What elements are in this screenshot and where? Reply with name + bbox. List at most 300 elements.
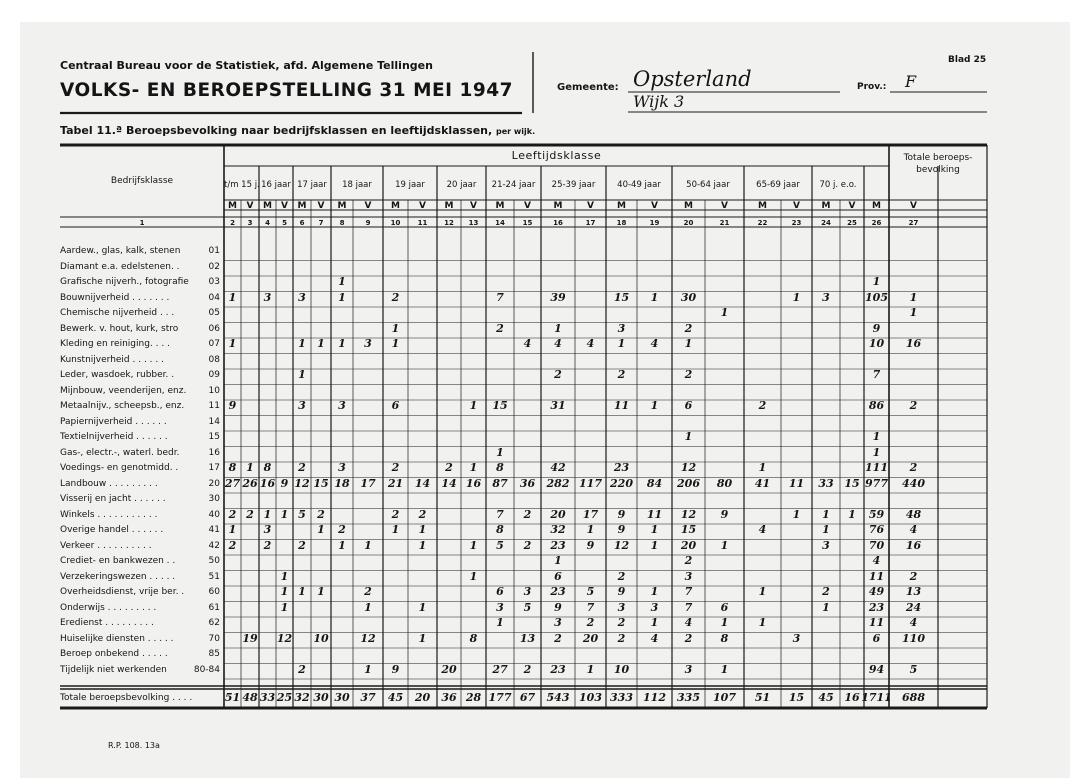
- table-cell: 1: [650, 538, 659, 552]
- table-cell: 7: [684, 600, 693, 614]
- age-group-header: 21-24 jaar: [491, 180, 536, 190]
- table-cell: 2: [228, 507, 237, 521]
- row-label: [60, 355, 220, 366]
- table-cell: 2: [418, 507, 427, 521]
- table-cell: 48: [905, 507, 922, 521]
- table-cell: 2: [364, 585, 372, 598]
- sex-label: V: [848, 201, 856, 211]
- row-label-code: 80-84: [193, 664, 220, 675]
- gemeente-label: Gemeente:: [557, 82, 619, 93]
- age-group-header: 50-64 jaar: [686, 180, 730, 190]
- row-label-code: 41: [208, 525, 220, 535]
- row-label: [60, 277, 220, 288]
- totals-cell: 103: [579, 691, 602, 704]
- row-label: [60, 525, 220, 536]
- row-label: [60, 494, 220, 505]
- table-cell: 2: [586, 616, 595, 629]
- table-cell: 1: [554, 554, 562, 567]
- row-label-code: 20: [208, 478, 220, 489]
- sex-label: M: [758, 201, 767, 211]
- row-label-text: Verzekeringswezen . . . . .: [60, 571, 176, 582]
- column-number: 11: [417, 219, 428, 227]
- totals-cell: 30: [313, 691, 329, 704]
- table-cell: 2: [617, 631, 626, 645]
- table-cell: 2: [496, 321, 504, 335]
- table-cell: 84: [646, 476, 663, 490]
- table-cell: 1: [822, 523, 830, 536]
- row-label-code: 61: [208, 602, 220, 613]
- table-cell: 1: [338, 275, 346, 288]
- column-number: 7: [318, 219, 324, 227]
- table-cell: 2: [554, 368, 562, 381]
- row-label: [60, 324, 220, 335]
- table-cell: 977: [865, 476, 888, 490]
- table-cell: 2: [317, 507, 325, 521]
- totals-cell: 20: [414, 691, 431, 704]
- table-cell: 7: [496, 290, 504, 304]
- table-cell: 11: [868, 616, 885, 629]
- sex-label: M: [444, 201, 454, 211]
- table-cell: 1: [298, 585, 306, 598]
- table-cell: 2: [298, 461, 306, 474]
- table-cell: 8: [496, 461, 504, 474]
- table-cell: 4: [586, 337, 595, 350]
- table-cell: 4: [650, 631, 659, 645]
- table-cell: 13: [905, 585, 922, 598]
- column-number: 25: [847, 219, 857, 227]
- table-cell: 1: [909, 306, 918, 319]
- table-cell: 80: [716, 476, 733, 490]
- table-cell: 12: [360, 631, 376, 645]
- table-cell: 3: [684, 662, 693, 676]
- column-number: 6: [299, 219, 305, 227]
- table-cell: 12: [680, 461, 697, 474]
- row-label-code: 06: [208, 323, 220, 334]
- row-label-code: 60: [208, 587, 220, 597]
- table-cell: 1: [684, 337, 693, 350]
- age-group-header: 18 jaar: [342, 180, 372, 190]
- table-cell: 39: [550, 290, 566, 304]
- row-label-code: 17: [208, 463, 220, 473]
- table-cell: 1: [848, 507, 856, 521]
- table-cell: 16: [905, 538, 922, 552]
- column-number: 21: [719, 219, 730, 227]
- totals-cell: 45: [387, 691, 404, 704]
- table-cell: 14: [414, 476, 431, 490]
- table-cell: 1: [758, 585, 767, 598]
- table-cell: 10: [868, 337, 885, 350]
- row-label: [60, 386, 220, 397]
- row-label-text: Onderwijs . . . . . . . . .: [60, 602, 157, 613]
- table-cell: 9: [280, 476, 289, 490]
- table-cell: 9: [391, 662, 400, 676]
- row-label-code: 85: [208, 649, 220, 659]
- table-cell: 33: [818, 476, 834, 490]
- table-cell: 1: [263, 507, 272, 521]
- age-group-header: 70 j. e.o.: [819, 180, 857, 190]
- table-cell: 5: [909, 662, 918, 676]
- row-label-text: Diamant e.a. edelstenen. .: [60, 261, 180, 272]
- table-cell: 3: [617, 321, 626, 335]
- age-group-header: 40-49 jaar: [617, 180, 661, 190]
- row-label-code: 15: [208, 432, 220, 442]
- table-cell: 1: [228, 523, 237, 536]
- totals-cell: 48: [242, 691, 258, 704]
- table-cell: 6: [496, 585, 504, 598]
- table-cell: 76: [868, 523, 885, 536]
- row-label: [60, 370, 220, 381]
- table-cell: 105: [865, 290, 888, 304]
- column-number: 15: [522, 219, 533, 227]
- table-cell: 1: [280, 585, 289, 598]
- sex-label: V: [364, 201, 372, 211]
- table-cell: 16: [259, 476, 276, 490]
- table-cell: 1: [280, 507, 289, 521]
- row-label-text: Tijdelijk niet werkenden: [60, 664, 167, 675]
- row-label: [60, 587, 220, 598]
- table-cell: 1: [469, 461, 478, 474]
- sex-label: M: [263, 201, 272, 211]
- table-title-suffix: per wijk.: [496, 127, 536, 136]
- row-label: [60, 665, 220, 676]
- sex-label: V: [281, 201, 288, 211]
- table-cell: 11: [613, 399, 630, 412]
- table-cell: 2: [391, 507, 400, 521]
- column-number: 4: [265, 219, 270, 227]
- table-cell: 32: [550, 523, 566, 536]
- table-cell: 4: [523, 337, 532, 350]
- table-cell: 6: [391, 399, 400, 412]
- column-number: 18: [616, 219, 627, 227]
- table-cell: 42: [550, 461, 566, 474]
- table-cell: 5: [496, 538, 504, 552]
- table-cell: 1: [496, 445, 504, 459]
- table-cell: 1: [317, 585, 325, 598]
- table-cell: 1: [391, 321, 400, 335]
- row-label-code: 10: [208, 385, 220, 396]
- totals-cell: 177: [488, 691, 512, 704]
- table-cell: 1: [872, 275, 881, 288]
- table-cell: 1: [872, 430, 881, 443]
- table-cell: 1: [822, 507, 830, 521]
- row-label-code: 70: [208, 633, 220, 644]
- table-cell: 87: [492, 476, 508, 490]
- age-group-header: 19 jaar: [395, 180, 425, 190]
- row-label-text: Aardew., glas, kalk, stenen: [60, 246, 181, 256]
- table-cell: 9: [586, 538, 595, 552]
- province-value: F: [905, 72, 917, 91]
- table-cell: 6: [872, 631, 881, 645]
- table-cell: 3: [617, 600, 626, 614]
- row-label: [60, 417, 220, 428]
- row-label: [60, 339, 220, 350]
- age-group-header: 17 jaar: [297, 180, 327, 190]
- sex-label: V: [419, 201, 426, 211]
- column-number: 3: [247, 219, 253, 227]
- table-cell: 12: [680, 507, 697, 521]
- table-cell: 2: [617, 569, 626, 583]
- table-cell: 2: [684, 554, 693, 567]
- column-number: 10: [390, 219, 401, 227]
- totals-cell: 28: [465, 691, 482, 704]
- table-cell: 10: [313, 631, 329, 645]
- table-cell: 9: [554, 600, 562, 614]
- row-label-text: Crediet- en bankwezen . .: [60, 556, 176, 566]
- table-cell: 3: [338, 399, 346, 412]
- table-cell: 20: [680, 538, 697, 552]
- row-label-code: 07: [208, 339, 220, 349]
- table-cell: 1: [391, 523, 400, 536]
- sex-label: M: [337, 201, 347, 211]
- table-cell: 2: [263, 538, 272, 552]
- sex-label: M: [821, 201, 831, 211]
- table-cell: 1: [469, 569, 478, 583]
- row-label-text: Textielnijverheid . . . . . .: [60, 432, 168, 442]
- column-number: 14: [495, 219, 505, 227]
- column-number: 27: [908, 219, 919, 227]
- table-cell: 27: [224, 476, 241, 490]
- totals-cell: 1711: [861, 691, 892, 704]
- table-cell: 2: [391, 461, 400, 474]
- row-label: [60, 572, 220, 583]
- table-cell: 21: [387, 476, 404, 490]
- table-cell: 1: [317, 523, 325, 536]
- table-cell: 1: [792, 290, 801, 304]
- row-label: [60, 479, 220, 490]
- table-cell: 15: [492, 399, 508, 412]
- row-label: [60, 246, 220, 257]
- sex-label: M: [684, 201, 693, 211]
- table-cell: 2: [523, 662, 532, 676]
- table-cell: 1: [758, 616, 767, 629]
- table-cell: 1: [228, 290, 237, 304]
- total-column-header: Totale beroeps-bevolking: [903, 153, 973, 175]
- column-number: 9: [365, 219, 371, 227]
- sex-label: M: [391, 201, 400, 211]
- table-cell: 49: [868, 585, 885, 598]
- table-cell: 5: [586, 585, 595, 598]
- row-label: [60, 556, 220, 567]
- age-group-header: 25-39 jaar: [551, 180, 596, 190]
- table-cell: 23: [550, 538, 566, 552]
- row-label-text: Visserij en jacht . . . . . .: [60, 494, 166, 504]
- table-cell: 1: [909, 290, 918, 304]
- totals-cell: 51: [224, 691, 241, 704]
- table-cell: 2: [684, 368, 693, 381]
- table-cell: 7: [496, 507, 504, 521]
- table-cell: 20: [550, 507, 566, 521]
- column-number: 16: [553, 219, 563, 227]
- document-title: VOLKS- EN BEROEPSTELLING 31 MEI 1947: [60, 80, 513, 101]
- row-label-text: Overheidsdienst, vrije ber. .: [60, 587, 185, 597]
- totals-cell: 25: [276, 691, 293, 704]
- totals-cell: 51: [754, 691, 771, 704]
- table-cell: 3: [792, 631, 801, 645]
- table-cell: 9: [228, 399, 237, 412]
- row-label-code: 30: [208, 494, 220, 504]
- bureau-name: Centraal Bureau voor de Statistiek, afd. Algemene Tellingen: [60, 59, 433, 72]
- bedrijfsklasse-header: Bedrijfsklasse: [110, 176, 174, 186]
- row-label-code: 02: [208, 261, 220, 272]
- table-cell: 2: [684, 631, 693, 645]
- totals-label: Totale beroepsbevolking . . . .: [60, 693, 193, 703]
- table-cell: 1: [650, 290, 659, 304]
- table-cell: 1: [872, 445, 881, 459]
- sex-label: V: [470, 201, 477, 211]
- row-label: [60, 432, 220, 443]
- table-cell: 19: [242, 631, 258, 645]
- table-cell: 1: [469, 538, 478, 552]
- table-cell: 110: [902, 631, 925, 645]
- table-cell: 2: [909, 461, 918, 474]
- table-cell: 59: [868, 507, 885, 521]
- column-number: 22: [757, 219, 768, 227]
- totals-cell: 16: [844, 691, 860, 704]
- table-cell: 2: [228, 538, 237, 552]
- row-label: [60, 510, 220, 521]
- row-label-code: 42: [208, 540, 220, 551]
- table-cell: 1: [586, 523, 595, 536]
- row-label-text: Huiselijke diensten . . . . .: [60, 633, 174, 644]
- column-number: 13: [468, 219, 479, 227]
- row-label-code: 51: [208, 571, 220, 582]
- table-cell: 3: [523, 585, 532, 598]
- row-label-text: Kleding en reiniging. . . .: [60, 339, 170, 349]
- table-cell: 1: [720, 662, 729, 676]
- table-cell: 14: [441, 476, 457, 490]
- table-cell: 2: [523, 507, 532, 521]
- province-label: Prov.:: [857, 82, 887, 92]
- table-cell: 9: [617, 507, 626, 521]
- table-cell: 8: [469, 631, 478, 645]
- table-title-main: Tabel 11.ª Beroepsbevolking naar bedrijfsklassen en leeftijdsklassen,: [60, 124, 493, 137]
- table-cell: 20: [582, 631, 599, 645]
- table-cell: 111: [865, 461, 888, 474]
- table-cell: 3: [298, 290, 306, 304]
- first-column-number: 1: [139, 219, 145, 227]
- row-label-code: 40: [208, 509, 220, 520]
- table-cell: 3: [298, 399, 306, 412]
- table-cell: 12: [276, 631, 293, 645]
- table-cell: 3: [554, 616, 562, 629]
- sex-label: M: [617, 201, 626, 211]
- sex-label: V: [651, 201, 658, 211]
- table-cell: 1: [554, 321, 562, 335]
- table-cell: 9: [720, 507, 729, 521]
- table-cell: 1: [418, 631, 427, 645]
- table-cell: 15: [313, 476, 329, 490]
- table-cell: 9: [617, 585, 626, 598]
- table-cell: 1: [650, 616, 659, 629]
- table-cell: 23: [550, 585, 566, 598]
- row-label: [60, 541, 220, 552]
- column-number: 2: [230, 219, 235, 227]
- row-label-text: Beroep onbekend . . . . .: [60, 649, 168, 659]
- table-cell: 15: [844, 476, 860, 490]
- table-cell: 20: [441, 662, 457, 676]
- row-label: [60, 401, 220, 412]
- table-cell: 26: [242, 476, 258, 490]
- table-cell: 1: [280, 600, 289, 614]
- table-cell: 206: [677, 476, 700, 490]
- table-cell: 1: [280, 569, 289, 583]
- totals-cell: 335: [677, 691, 700, 704]
- row-label: [60, 262, 220, 273]
- table-cell: 11: [868, 569, 885, 583]
- table-cell: 1: [364, 538, 372, 552]
- sex-label: M: [553, 201, 563, 211]
- sex-label: M: [228, 201, 237, 211]
- row-label-code: 01: [208, 246, 220, 256]
- table-cell: 2: [246, 507, 254, 521]
- column-number: 5: [282, 219, 287, 227]
- table-cell: 4: [650, 337, 659, 350]
- table-cell: 1: [758, 461, 767, 474]
- row-label-code: 16: [208, 447, 220, 458]
- table-cell: 1: [338, 337, 346, 350]
- table-cell: 7: [872, 368, 881, 381]
- table-cell: 2: [758, 399, 767, 412]
- column-number: 23: [791, 219, 802, 227]
- row-label-text: Grafische nijverh., fotografie: [60, 277, 189, 287]
- table-cell: 2: [391, 290, 400, 304]
- table-cell: 2: [445, 461, 453, 474]
- totals-cell: 333: [610, 691, 633, 704]
- table-cell: 23: [613, 461, 630, 474]
- sex-label: M: [297, 201, 307, 211]
- table-cell: 1: [650, 523, 659, 536]
- row-label-text: Mijnbouw, veenderijen, enz.: [60, 385, 187, 396]
- row-label-text: Metaalnijv., scheepsb., enz.: [60, 401, 185, 411]
- column-number: 24: [821, 219, 831, 227]
- table-cell: 3: [822, 538, 830, 552]
- table-cell: 2: [617, 368, 626, 381]
- table-cell: 36: [519, 476, 536, 490]
- sheet-number: Blad 25: [948, 55, 987, 65]
- table-cell: 1: [617, 337, 626, 350]
- table-cell: 4: [758, 523, 767, 536]
- table-cell: 15: [680, 523, 697, 536]
- table-cell: 27: [492, 662, 508, 676]
- table-cell: 2: [909, 569, 918, 583]
- sex-label: V: [246, 201, 254, 211]
- sex-label: V: [587, 201, 594, 211]
- row-label-text: Kunstnijverheid . . . . . .: [60, 354, 164, 365]
- row-label: [60, 634, 220, 645]
- column-number: 8: [339, 219, 345, 227]
- table-cell: 16: [905, 337, 922, 350]
- table-cell: 2: [298, 662, 306, 676]
- column-number: 19: [649, 219, 660, 227]
- table-cell: 3: [338, 461, 346, 474]
- column-number: 12: [444, 219, 454, 227]
- row-label: [60, 308, 220, 319]
- gemeente-value: Opsterland: [633, 67, 752, 91]
- table-cell: 8: [263, 461, 272, 474]
- totals-cell: 45: [818, 691, 834, 704]
- table-cell: 1: [338, 290, 346, 304]
- sex-label: V: [721, 201, 728, 211]
- form-number: R.P. 108. 13a: [108, 741, 160, 750]
- table-cell: 1: [298, 337, 306, 350]
- age-group-header: t/m 15 j.: [224, 180, 260, 190]
- table-cell: 1: [364, 600, 372, 614]
- row-label-text: Bouwnijverheid . . . . . . .: [60, 292, 170, 303]
- table-cell: 3: [684, 569, 693, 583]
- table-cell: 11: [788, 476, 805, 490]
- table-cell: 1: [228, 337, 237, 350]
- row-label: [60, 603, 220, 614]
